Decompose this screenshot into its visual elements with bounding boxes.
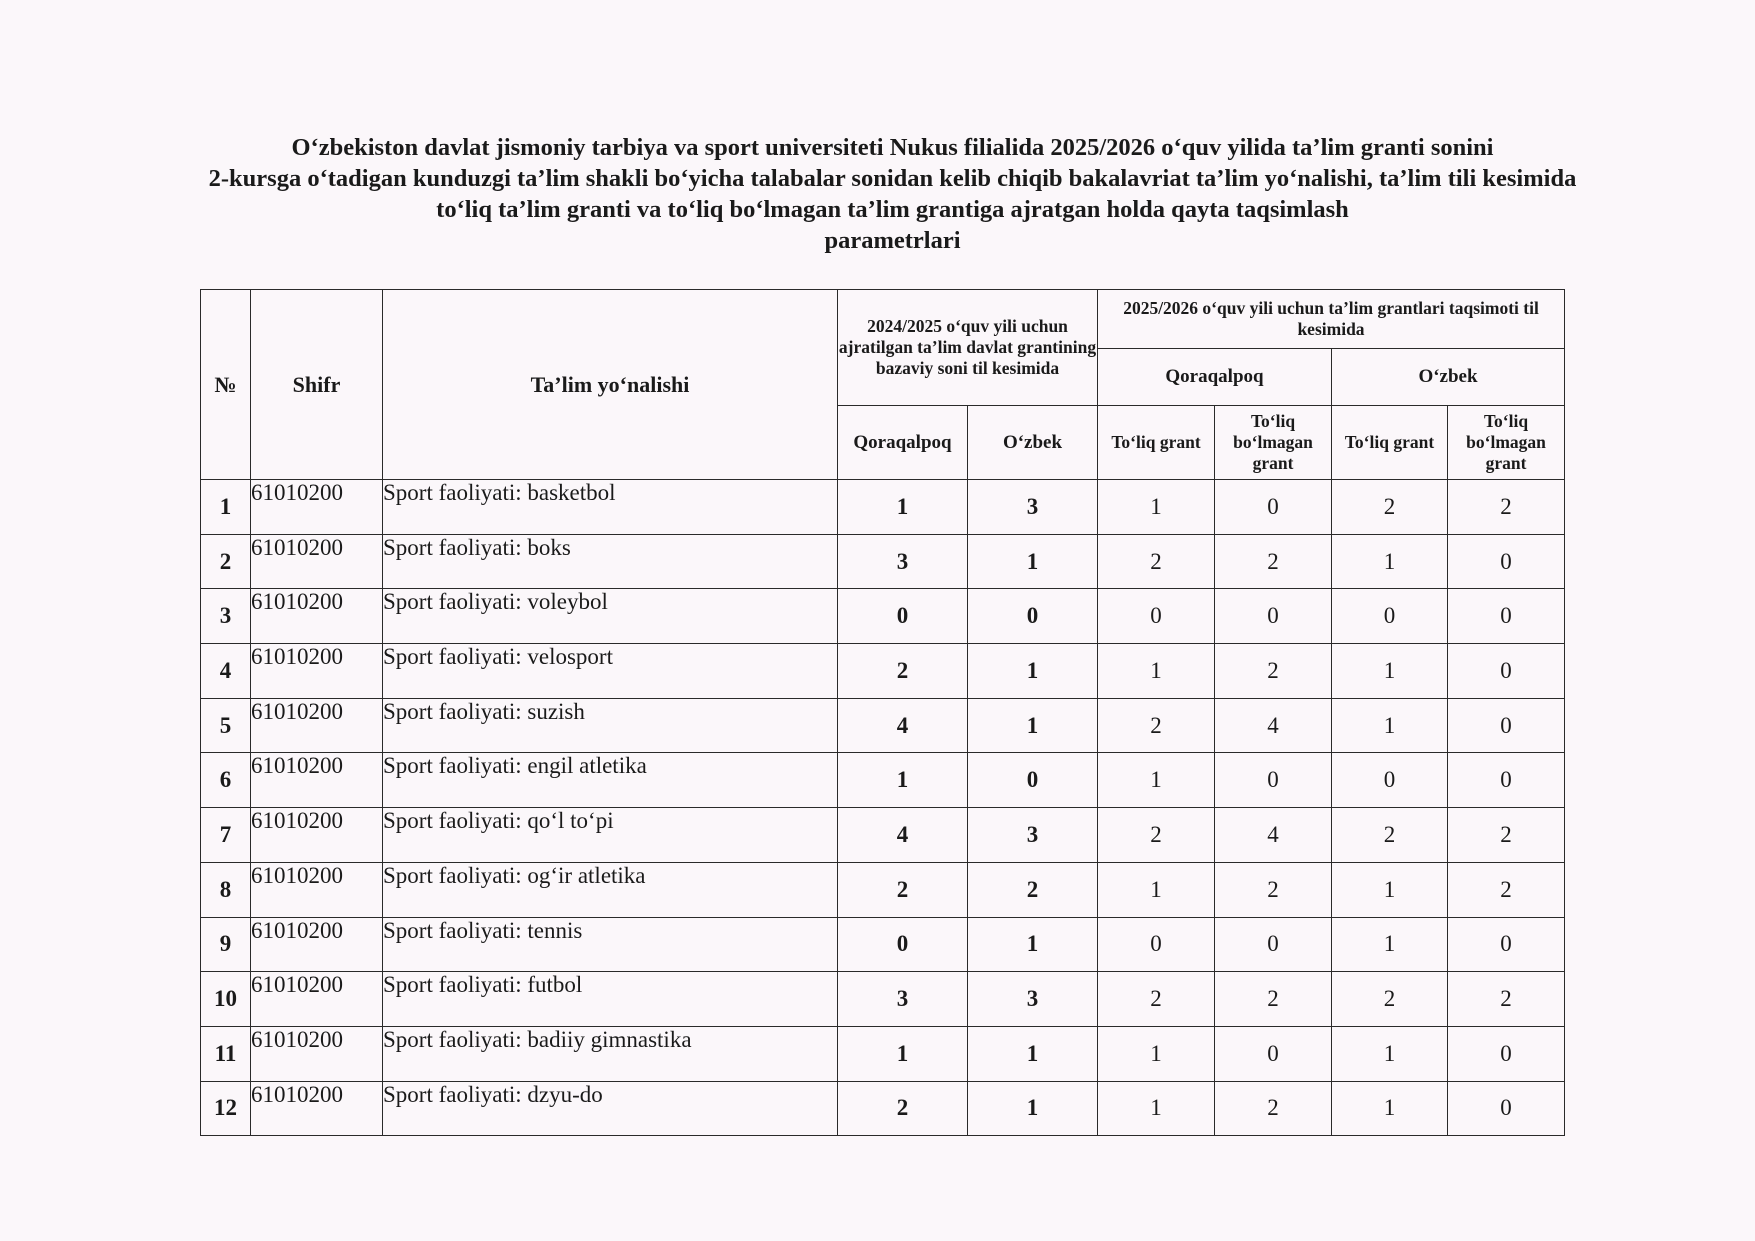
header-code: Shifr	[251, 290, 383, 480]
base-karakalpak-value: 2	[838, 644, 968, 699]
header-base-karakalpak: Qoraqalpoq	[838, 406, 968, 480]
base-uzbek-value: 3	[968, 480, 1098, 535]
uz-full-grant-value: 1	[1332, 644, 1448, 699]
row-direction: Sport faoliyati: qo‘l to‘pi	[383, 808, 838, 863]
row-code: 61010200	[251, 534, 383, 589]
row-code: 61010200	[251, 972, 383, 1027]
base-karakalpak-value: 0	[838, 917, 968, 972]
row-number: 10	[201, 972, 251, 1027]
header-base-uzbek: O‘zbek	[968, 406, 1098, 480]
title-line: 2-kursga o‘tadigan kunduzgi ta’lim shakli bo‘yicha talabalar sonidan kelib chiqib bakalavriat ta’lim yo‘nalishi, ta’lim tili kesimida	[208, 165, 1577, 192]
header-kk-partial-grant: To‘liq bo‘lmagan grant	[1215, 406, 1332, 480]
kk-partial-grant-value: 0	[1215, 753, 1332, 808]
document-title	[80, 132, 1705, 256]
base-karakalpak-value: 2	[838, 1081, 968, 1136]
kk-full-grant-value: 2	[1098, 698, 1215, 753]
kk-full-grant-value: 1	[1098, 862, 1215, 917]
kk-full-grant-value: 1	[1098, 1081, 1215, 1136]
table-row	[201, 862, 1565, 917]
row-code: 61010200	[251, 480, 383, 535]
row-number: 9	[201, 917, 251, 972]
base-uzbek-value: 3	[968, 808, 1098, 863]
row-direction: Sport faoliyati: futbol	[383, 972, 838, 1027]
row-direction: Sport faoliyati: boks	[383, 534, 838, 589]
uz-partial-grant-value: 0	[1448, 698, 1565, 753]
kk-full-grant-value: 0	[1098, 917, 1215, 972]
base-uzbek-value: 1	[968, 534, 1098, 589]
header-direction: Ta’lim yo‘nalishi	[383, 290, 838, 480]
kk-partial-grant-value: 2	[1215, 862, 1332, 917]
table-row	[201, 644, 1565, 699]
table-row	[201, 753, 1565, 808]
row-direction: Sport faoliyati: suzish	[383, 698, 838, 753]
grants-table	[200, 289, 1565, 1136]
uz-full-grant-value: 1	[1332, 698, 1448, 753]
kk-full-grant-value: 1	[1098, 753, 1215, 808]
table-row	[201, 480, 1565, 535]
row-code: 61010200	[251, 808, 383, 863]
kk-partial-grant-value: 2	[1215, 972, 1332, 1027]
base-karakalpak-value: 1	[838, 1026, 968, 1081]
base-karakalpak-value: 1	[838, 753, 968, 808]
title-line: parametrlari	[824, 227, 961, 254]
row-number: 4	[201, 644, 251, 699]
table-row	[201, 808, 1565, 863]
header-kk-full-grant: To‘liq grant	[1098, 406, 1215, 480]
row-code: 61010200	[251, 753, 383, 808]
table-row	[201, 972, 1565, 1027]
base-uzbek-value: 0	[968, 753, 1098, 808]
uz-partial-grant-value: 2	[1448, 808, 1565, 863]
header-uz-partial-grant: To‘liq bo‘lmagan grant	[1448, 406, 1565, 480]
table-row	[201, 698, 1565, 753]
row-code: 61010200	[251, 1081, 383, 1136]
base-uzbek-value: 1	[968, 644, 1098, 699]
row-code: 61010200	[251, 917, 383, 972]
kk-partial-grant-value: 4	[1215, 808, 1332, 863]
kk-full-grant-value: 2	[1098, 808, 1215, 863]
uz-partial-grant-value: 2	[1448, 862, 1565, 917]
row-direction: Sport faoliyati: velosport	[383, 644, 838, 699]
row-direction: Sport faoliyati: voleybol	[383, 589, 838, 644]
table-row	[201, 1081, 1565, 1136]
row-code: 61010200	[251, 862, 383, 917]
row-number: 2	[201, 534, 251, 589]
row-direction: Sport faoliyati: dzyu-do	[383, 1081, 838, 1136]
kk-full-grant-value: 1	[1098, 1026, 1215, 1081]
uz-partial-grant-value: 0	[1448, 644, 1565, 699]
base-uzbek-value: 1	[968, 698, 1098, 753]
row-number: 8	[201, 862, 251, 917]
base-uzbek-value: 1	[968, 1081, 1098, 1136]
title-line: O‘zbekiston davlat jismoniy tarbiya va sport universiteti Nukus filialida 2025/2026 o‘quv yilida ta’lim granti sonini	[291, 134, 1494, 161]
row-code: 61010200	[251, 644, 383, 699]
kk-partial-grant-value: 0	[1215, 1026, 1332, 1081]
row-direction: Sport faoliyati: engil atletika	[383, 753, 838, 808]
kk-full-grant-value: 0	[1098, 589, 1215, 644]
kk-partial-grant-value: 0	[1215, 589, 1332, 644]
uz-full-grant-value: 2	[1332, 972, 1448, 1027]
kk-partial-grant-value: 2	[1215, 1081, 1332, 1136]
row-number: 6	[201, 753, 251, 808]
uz-partial-grant-value: 0	[1448, 534, 1565, 589]
base-karakalpak-value: 0	[838, 589, 968, 644]
row-direction: Sport faoliyati: basketbol	[383, 480, 838, 535]
uz-full-grant-value: 0	[1332, 589, 1448, 644]
row-number: 12	[201, 1081, 251, 1136]
table-row	[201, 534, 1565, 589]
uz-full-grant-value: 1	[1332, 534, 1448, 589]
title-line: to‘liq ta’lim granti va to‘liq bo‘lmagan ta’lim grantiga ajratgan holda qayta taqsimlash	[436, 196, 1349, 223]
row-number: 1	[201, 480, 251, 535]
uz-partial-grant-value: 0	[1448, 917, 1565, 972]
uz-partial-grant-value: 0	[1448, 753, 1565, 808]
row-number: 7	[201, 808, 251, 863]
uz-full-grant-value: 2	[1332, 808, 1448, 863]
kk-full-grant-value: 2	[1098, 534, 1215, 589]
uz-full-grant-value: 0	[1332, 753, 1448, 808]
row-code: 61010200	[251, 1026, 383, 1081]
kk-full-grant-value: 1	[1098, 480, 1215, 535]
row-number: 11	[201, 1026, 251, 1081]
table-row	[201, 1026, 1565, 1081]
base-uzbek-value: 1	[968, 1026, 1098, 1081]
header-dist-uzbek: O‘zbek	[1332, 349, 1565, 406]
kk-full-grant-value: 2	[1098, 972, 1215, 1027]
header-uz-full-grant: To‘liq grant	[1332, 406, 1448, 480]
kk-full-grant-value: 1	[1098, 644, 1215, 699]
row-code: 61010200	[251, 698, 383, 753]
table-row	[201, 589, 1565, 644]
table-row	[201, 917, 1565, 972]
header-dist-karakalpak: Qoraqalpoq	[1098, 349, 1332, 406]
uz-partial-grant-value: 2	[1448, 972, 1565, 1027]
base-karakalpak-value: 4	[838, 808, 968, 863]
base-karakalpak-value: 2	[838, 862, 968, 917]
uz-full-grant-value: 2	[1332, 480, 1448, 535]
base-karakalpak-value: 4	[838, 698, 968, 753]
kk-partial-grant-value: 2	[1215, 644, 1332, 699]
base-karakalpak-value: 3	[838, 972, 968, 1027]
row-direction: Sport faoliyati: tennis	[383, 917, 838, 972]
kk-partial-grant-value: 2	[1215, 534, 1332, 589]
header-distribution-group: 2025/2026 o‘quv yili uchun ta’lim grantlari taqsimoti til kesimida	[1098, 290, 1565, 349]
row-number: 3	[201, 589, 251, 644]
row-code: 61010200	[251, 589, 383, 644]
base-karakalpak-value: 3	[838, 534, 968, 589]
base-karakalpak-value: 1	[838, 480, 968, 535]
uz-full-grant-value: 1	[1332, 1026, 1448, 1081]
kk-partial-grant-value: 0	[1215, 917, 1332, 972]
row-direction: Sport faoliyati: og‘ir atletika	[383, 862, 838, 917]
header-base-group: 2024/2025 o‘quv yili uchun ajratilgan ta’lim davlat grantining bazaviy soni til kesimida	[838, 290, 1098, 406]
kk-partial-grant-value: 4	[1215, 698, 1332, 753]
row-direction: Sport faoliyati: badiiy gimnastika	[383, 1026, 838, 1081]
base-uzbek-value: 0	[968, 589, 1098, 644]
kk-partial-grant-value: 0	[1215, 480, 1332, 535]
uz-full-grant-value: 1	[1332, 1081, 1448, 1136]
base-uzbek-value: 1	[968, 917, 1098, 972]
uz-full-grant-value: 1	[1332, 917, 1448, 972]
uz-partial-grant-value: 0	[1448, 589, 1565, 644]
row-number: 5	[201, 698, 251, 753]
uz-full-grant-value: 1	[1332, 862, 1448, 917]
uz-partial-grant-value: 0	[1448, 1081, 1565, 1136]
uz-partial-grant-value: 0	[1448, 1026, 1565, 1081]
base-uzbek-value: 3	[968, 972, 1098, 1027]
base-uzbek-value: 2	[968, 862, 1098, 917]
header-no: №	[201, 290, 251, 480]
uz-partial-grant-value: 2	[1448, 480, 1565, 535]
